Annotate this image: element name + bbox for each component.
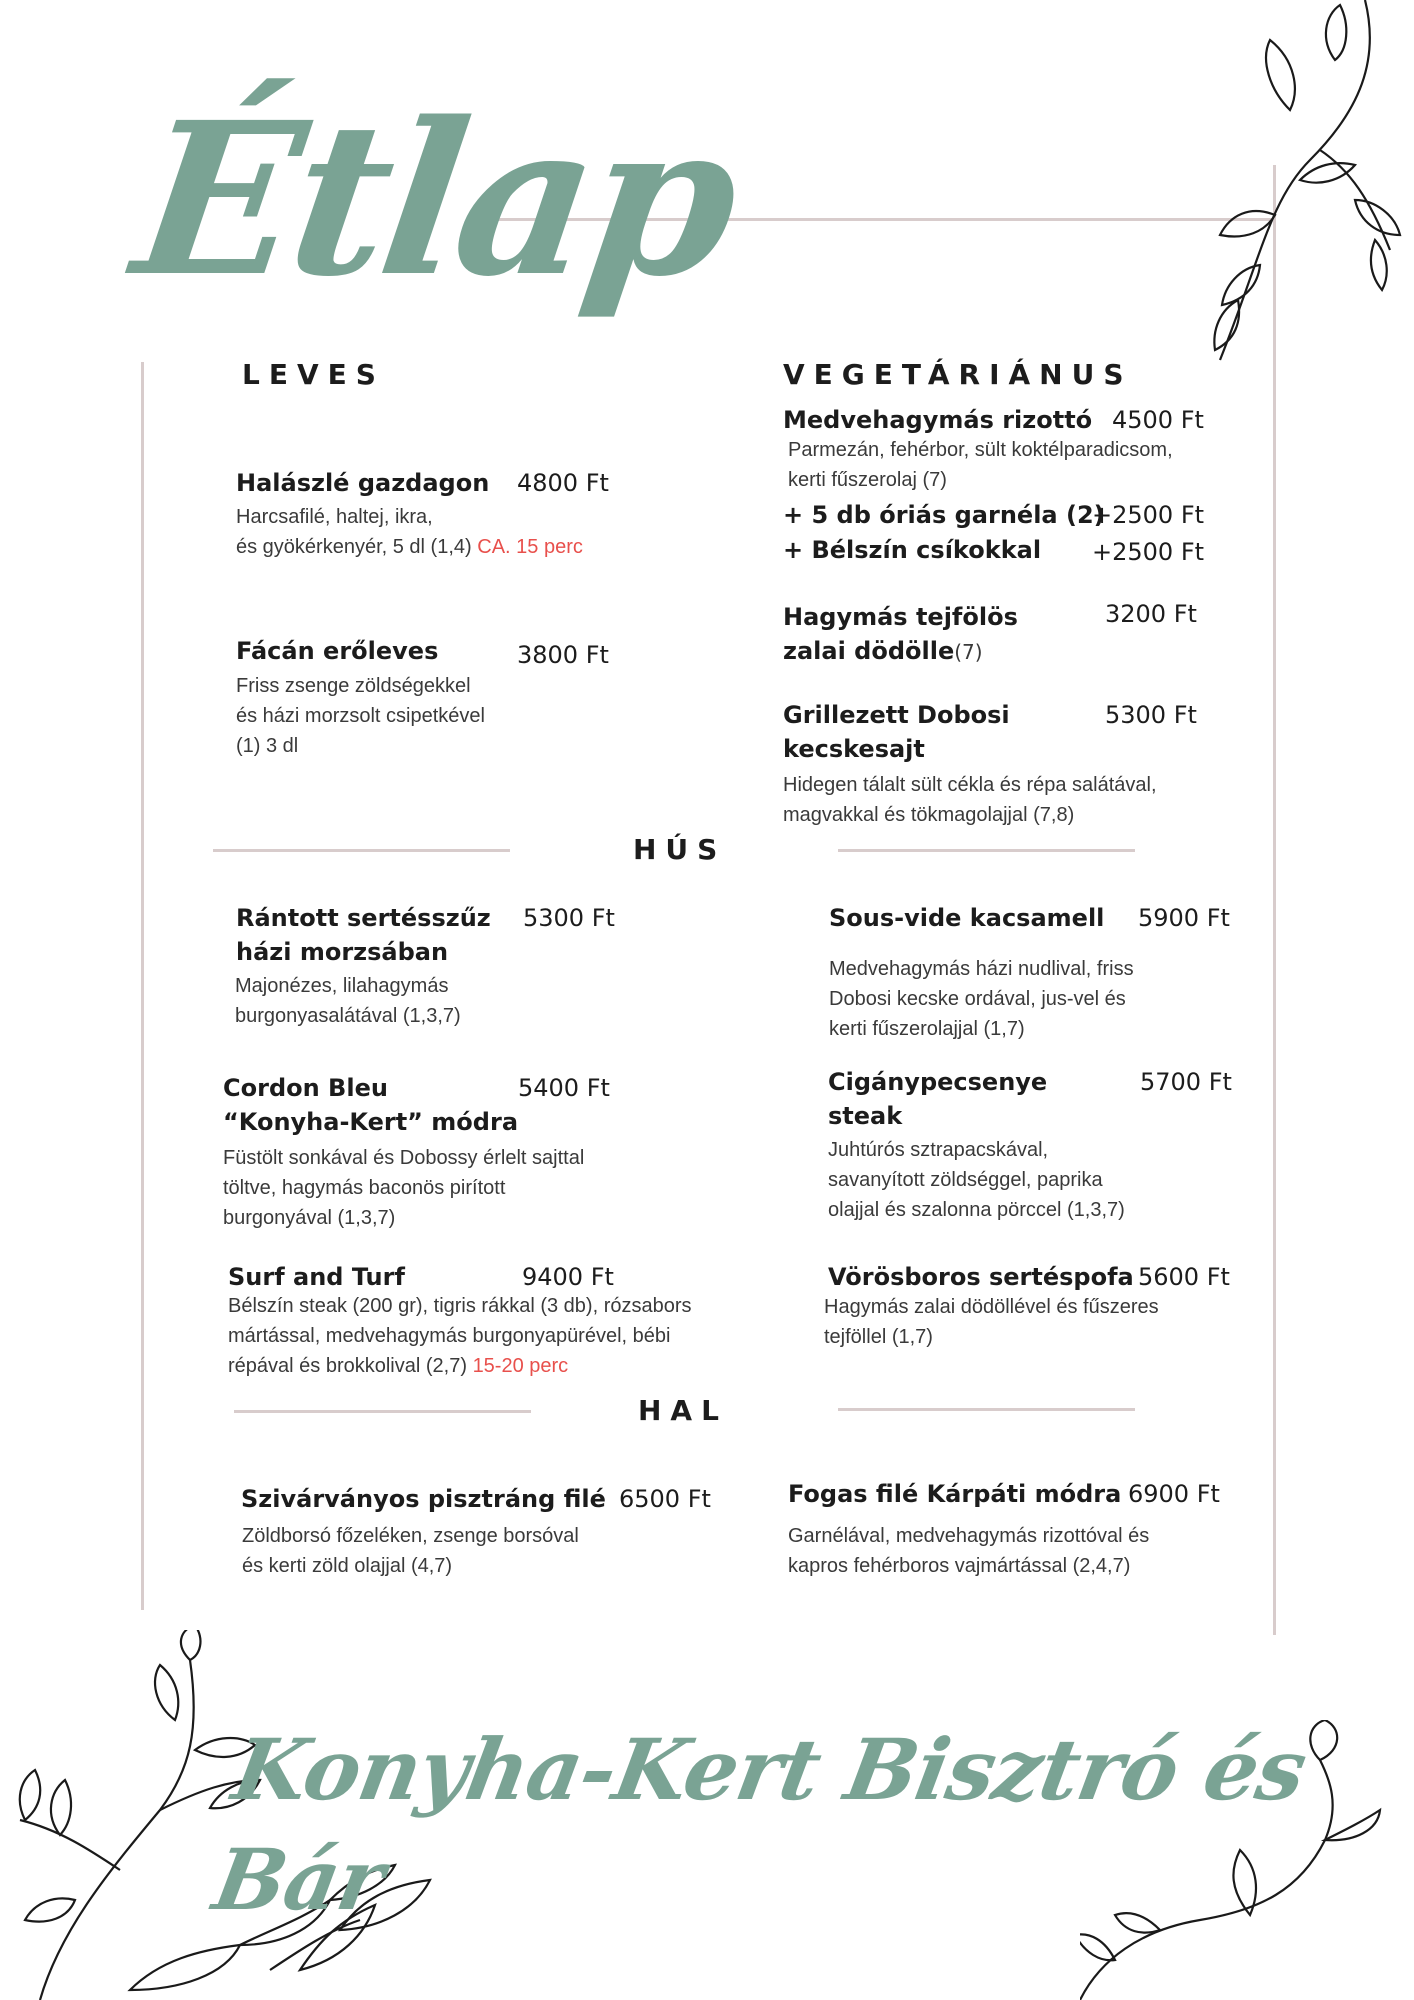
- hus-item-4-desc: Medvehagymás házi nudlival, friss Dobosi kecske ordával, jus-vel és kerti fűszerolajjal (1,7): [829, 958, 1134, 1040]
- leves-item-1-desc-text: Harcsafilé, haltej, ikra, és gyökérkenyér, 5 dl (1,4): [236, 506, 472, 558]
- page-title: Étlap: [122, 76, 748, 323]
- veg-item-2-name-line1: Hagymás tejfölös: [783, 603, 1018, 631]
- hal-item-1-desc: Zöldborsó főzeléken, zsenge borsóval és kerti zöld olajjal (4,7): [242, 1525, 579, 1577]
- leves-item-1-note: CA. 15 perc: [477, 536, 583, 558]
- veg-item-1-name: Medvehagymás rizottó: [783, 406, 1093, 434]
- hal-divider-left: [234, 1410, 531, 1413]
- section-leves-heading: LEVES: [242, 358, 385, 391]
- leves-item-2-name: Fácán erőleves: [236, 637, 439, 665]
- hus-item-3-desc-text: Bélszín steak (200 gr), tigris rákkal (3 db), rózsabors mártással, medvehagymás burgonyapürével, bébi répával és brokkolival (2,7): [228, 1295, 692, 1377]
- hus-item-5-name-line2: steak: [828, 1102, 903, 1130]
- hus-item-4-price: 5900 Ft: [1138, 904, 1230, 932]
- hus-item-6-name: Vörösboros sertéspofa: [828, 1263, 1134, 1291]
- veg-item-3-price: 5300 Ft: [1105, 701, 1197, 729]
- veg-item-3-name-line2: kecskesajt: [783, 735, 925, 763]
- frame-left-line: [141, 362, 144, 1610]
- veg-addon-2-price: +2500 Ft: [1092, 538, 1205, 566]
- leves-item-2-desc: Friss zsenge zöldségekkel és házi morzsolt csipetkével (1) 3 dl: [236, 675, 485, 757]
- hus-item-5-desc: Juhtúrós sztrapacskával, savanyított zöldséggel, paprika olajjal és szalonna pörccel (1,3,7): [828, 1139, 1125, 1221]
- hal-item-2-price: 6900 Ft: [1128, 1480, 1220, 1508]
- hus-item-3-price: 9400 Ft: [522, 1263, 614, 1291]
- veg-addon-2-name: + Bélszín csíkokkal: [783, 536, 1042, 564]
- leaf-branch-top-icon: [1150, 0, 1410, 370]
- hus-item-6-desc: Hagymás zalai dödöllével és fűszeres tejföllel (1,7): [824, 1296, 1159, 1348]
- hus-item-2-name-line2: “Konyha-Kert” módra: [223, 1108, 519, 1136]
- hus-item-2-desc: Füstölt sonkával és Dobossy érlelt sajttal töltve, hagymás baconös pirított burgonyával (1,3,7): [223, 1147, 585, 1229]
- hal-item-1-name: Szivárványos pisztráng filé: [241, 1485, 606, 1513]
- hus-item-5-price: 5700 Ft: [1140, 1068, 1232, 1096]
- hus-item-3-desc: [228, 1291, 692, 1381]
- veg-item-2-name-line2-text: zalai dödölle: [783, 637, 955, 665]
- hus-item-1-desc: Majonézes, lilahagymás burgonyasalátával (1,3,7): [235, 975, 461, 1027]
- hus-item-3-name: Surf and Turf: [228, 1263, 405, 1291]
- hus-item-1-name-line1: Rántott sertésszűz: [236, 904, 491, 932]
- hus-item-1-price: 5300 Ft: [523, 904, 615, 932]
- veg-item-2-price: 3200 Ft: [1105, 600, 1197, 628]
- section-hus-heading: HÚS: [633, 833, 727, 866]
- hus-item-4-name: Sous-vide kacsamell: [829, 904, 1105, 932]
- hal-item-2-desc: Garnélával, medvehagymás rizottóval és kapros fehérboros vajmártással (2,4,7): [788, 1525, 1150, 1577]
- frame-right-line: [1273, 165, 1276, 1635]
- veg-item-1-desc: Parmezán, fehérbor, sült koktélparadicsom, kerti fűszerolaj (7): [788, 439, 1173, 491]
- leves-item-1-desc: [236, 502, 583, 562]
- veg-item-2-allergen: (7): [954, 640, 983, 664]
- hal-item-2-name: Fogas filé Kárpáti módra: [788, 1480, 1122, 1508]
- hus-item-6-price: 5600 Ft: [1138, 1263, 1230, 1291]
- veg-item-3-desc: Hidegen tálalt sült cékla és répa salátával, magvakkal és tökmagolajjal (7,8): [783, 774, 1157, 826]
- leves-item-2-price: 3800 Ft: [517, 641, 609, 669]
- hal-item-1-price: 6500 Ft: [619, 1485, 711, 1513]
- veg-item-1-price: 4500 Ft: [1112, 406, 1204, 434]
- veg-addon-1-name: + 5 db óriás garnéla (2): [783, 501, 1105, 529]
- hus-item-3-note: 15-20 perc: [472, 1355, 569, 1377]
- leves-item-1-price: 4800 Ft: [517, 469, 609, 497]
- hal-divider-right: [838, 1408, 1135, 1411]
- restaurant-name: Konyha-Kert Bisztró és Bár: [206, 1720, 1313, 1929]
- veg-item-2-name-line2: [783, 634, 983, 669]
- veg-addon-1-price: +2500 Ft: [1092, 501, 1205, 529]
- hus-divider-right: [838, 849, 1135, 852]
- hus-item-2-price: 5400 Ft: [518, 1074, 610, 1102]
- veg-item-3-name-line1: Grillezett Dobosi: [783, 701, 1010, 729]
- hus-item-5-name-line1: Cigánypecsenye: [828, 1068, 1048, 1096]
- section-hal-heading: HAL: [638, 1394, 728, 1427]
- leves-item-1-name: Halászlé gazdagon: [236, 469, 490, 497]
- hus-item-2-name-line1: Cordon Bleu: [223, 1074, 388, 1102]
- hus-divider-left: [213, 849, 510, 852]
- hus-item-1-name-line2: házi morzsában: [236, 938, 449, 966]
- section-vegetarianus-heading: VEGETÁRIÁNUS: [783, 358, 1133, 391]
